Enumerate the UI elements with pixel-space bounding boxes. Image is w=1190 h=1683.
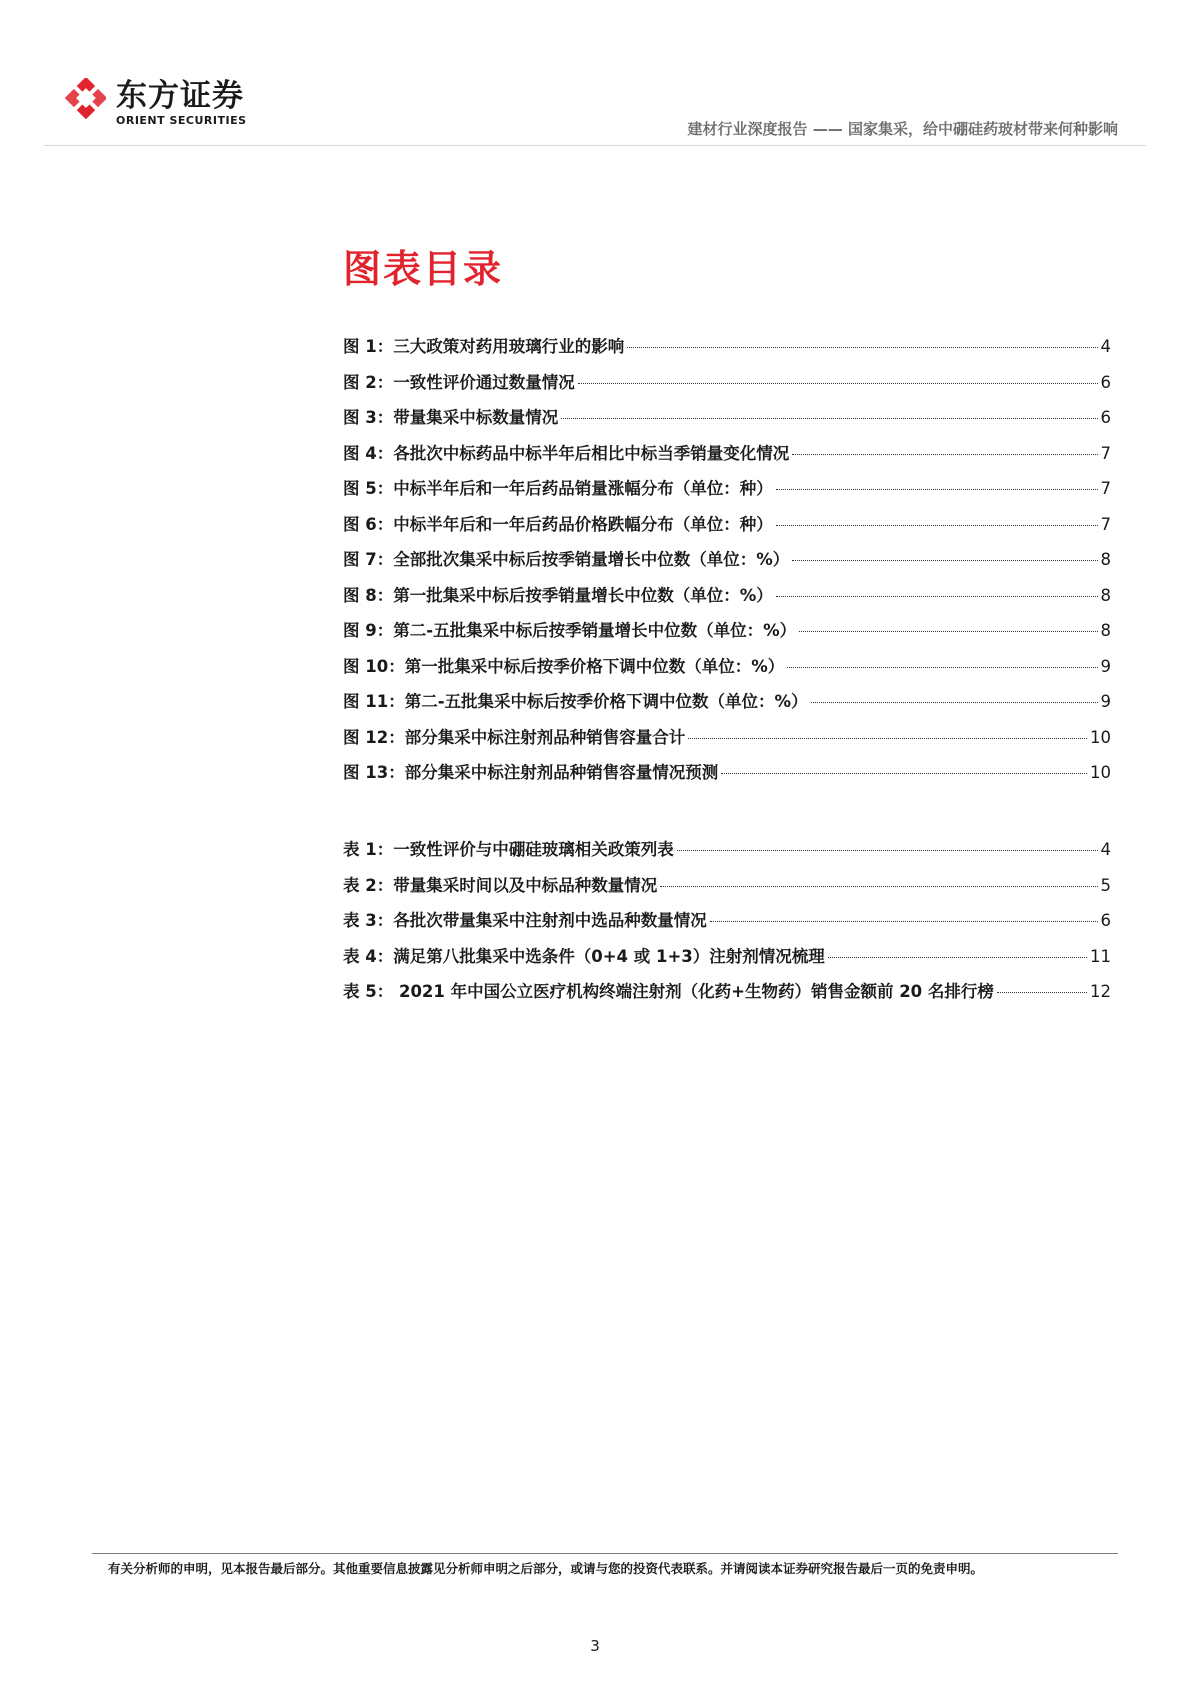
toc-entry-page: 5 bbox=[1100, 875, 1111, 895]
toc-entry-page: 11 bbox=[1090, 946, 1111, 966]
toc-entry-page: 10 bbox=[1090, 763, 1111, 782]
toc-entry[interactable] bbox=[343, 617, 1111, 653]
toc-leader-dots bbox=[828, 957, 1087, 958]
toc-entry-label: 表 5： 2021 年中国公立医疗机构终端注射剂（化药+生物药）销售金额前 20 名排行榜 bbox=[343, 982, 994, 1001]
figure-list bbox=[343, 333, 1111, 795]
toc-entry-label: 图 1：三大政策对药用玻璃行业的影响 bbox=[343, 337, 625, 356]
toc-leader-dots bbox=[799, 631, 1097, 632]
toc-entry[interactable] bbox=[343, 404, 1111, 440]
toc-entry-label: 图 5：中标半年后和一年后药品销量涨幅分布（单位：种） bbox=[343, 479, 773, 498]
toc-entry-label: 表 3：各批次带量集采中注射剂中选品种数量情况 bbox=[343, 911, 707, 930]
toc-entry-label: 图 11：第二-五批集采中标后按季价格下调中位数（单位：%） bbox=[343, 692, 808, 711]
logo-english-name: ORIENT SECURITIES bbox=[116, 113, 247, 127]
toc-entry-label: 图 3：带量集采中标数量情况 bbox=[343, 408, 559, 427]
header-divider bbox=[44, 145, 1146, 146]
toc-entry[interactable] bbox=[343, 724, 1111, 760]
toc-entry-label: 图 12：部分集采中标注射剂品种销售容量合计 bbox=[343, 727, 686, 747]
toc-entry-label: 图 9：第二-五批集采中标后按季销量增长中位数（单位：%） bbox=[343, 621, 797, 640]
toc-entry-page: 8 bbox=[1100, 550, 1111, 569]
toc-entry[interactable] bbox=[343, 440, 1111, 476]
toc-entry-label: 图 8：第一批集采中标后按季销量增长中位数（单位：%） bbox=[343, 585, 773, 605]
toc-entry-page: 8 bbox=[1100, 621, 1111, 640]
toc-leader-dots bbox=[710, 921, 1098, 922]
toc-leader-dots bbox=[776, 525, 1098, 526]
toc-leader-dots bbox=[776, 596, 1098, 597]
toc-entry-page: 9 bbox=[1100, 656, 1111, 676]
toc-entry[interactable] bbox=[343, 836, 1111, 872]
toc-entry-page: 6 bbox=[1100, 911, 1111, 930]
toc-leader-dots bbox=[578, 383, 1098, 384]
toc-leader-dots bbox=[721, 773, 1087, 774]
toc-entry[interactable] bbox=[343, 759, 1111, 795]
toc-entry-page: 6 bbox=[1100, 372, 1111, 392]
footer-divider bbox=[92, 1553, 1118, 1554]
toc-entry-label: 图 13：部分集采中标注射剂品种销售容量情况预测 bbox=[343, 763, 719, 782]
toc-leader-dots bbox=[811, 702, 1098, 703]
toc-entry[interactable] bbox=[343, 475, 1111, 511]
toc-entry-label: 图 10：第一批集采中标后按季价格下调中位数（单位：%） bbox=[343, 656, 785, 676]
toc-entry-page: 12 bbox=[1090, 982, 1111, 1001]
footer-disclaimer: 有关分析师的申明，见本报告最后部分。其他重要信息披露见分析师申明之后部分，或请与您的投资代表联系。并请阅读本证券研究报告最后一页的免责申明。 bbox=[108, 1561, 984, 1576]
toc-entry-page: 7 bbox=[1100, 443, 1111, 463]
toc-entry-page: 6 bbox=[1100, 408, 1111, 427]
toc-leader-dots bbox=[627, 347, 1097, 348]
logo-chinese-name: 东方证券 bbox=[116, 77, 244, 114]
toc-leader-dots bbox=[688, 738, 1087, 739]
toc-entry[interactable] bbox=[343, 369, 1111, 405]
toc-entry[interactable] bbox=[343, 511, 1111, 547]
toc-entry-page: 4 bbox=[1100, 337, 1111, 356]
orient-securities-logo-icon bbox=[56, 78, 106, 128]
toc-entry[interactable] bbox=[343, 978, 1111, 1014]
toc-leader-dots bbox=[792, 454, 1097, 455]
toc-entry[interactable] bbox=[343, 582, 1111, 618]
toc-leader-dots bbox=[997, 992, 1087, 993]
table-list bbox=[343, 836, 1111, 1014]
toc-leader-dots bbox=[776, 489, 1098, 490]
toc-entry-label: 表 1：一致性评价与中硼硅玻璃相关政策列表 bbox=[343, 840, 674, 859]
toc-entry-page: 10 bbox=[1090, 727, 1111, 747]
page-number: 3 bbox=[590, 1637, 600, 1655]
toc-entry-label: 表 2：带量集采时间以及中标品种数量情况 bbox=[343, 875, 658, 895]
toc-entry-page: 8 bbox=[1100, 585, 1111, 605]
toc-entry[interactable] bbox=[343, 688, 1111, 724]
toc-entry-label: 图 6：中标半年后和一年后药品价格跌幅分布（单位：种） bbox=[343, 514, 773, 534]
toc-entry[interactable] bbox=[343, 907, 1111, 943]
toc-entry[interactable] bbox=[343, 872, 1111, 908]
toc-entry[interactable] bbox=[343, 653, 1111, 689]
toc-entry-label: 图 7：全部批次集采中标后按季销量增长中位数（单位：%） bbox=[343, 550, 790, 569]
page-title: 图表目录 bbox=[343, 247, 504, 291]
toc-entry-label: 图 4：各批次中标药品中标半年后相比中标当季销量变化情况 bbox=[343, 443, 790, 463]
toc-entry-page: 9 bbox=[1100, 692, 1111, 711]
toc-entry-page: 7 bbox=[1100, 479, 1111, 498]
brand-logo bbox=[56, 78, 247, 128]
toc-entry-label: 图 2：一致性评价通过数量情况 bbox=[343, 372, 575, 392]
toc-leader-dots bbox=[677, 850, 1098, 851]
toc-entry[interactable] bbox=[343, 546, 1111, 582]
toc-entry[interactable] bbox=[343, 333, 1111, 369]
report-header-title: 建材行业深度报告 —— 国家集采，给中硼硅药玻材带来何种影响 bbox=[687, 120, 1118, 138]
toc-leader-dots bbox=[792, 560, 1097, 561]
toc-leader-dots bbox=[561, 418, 1097, 419]
toc-leader-dots bbox=[660, 886, 1097, 887]
toc-entry[interactable] bbox=[343, 943, 1111, 979]
toc-entry-page: 7 bbox=[1100, 514, 1111, 534]
toc-leader-dots bbox=[787, 667, 1097, 668]
toc-entry-page: 4 bbox=[1100, 840, 1111, 859]
toc-entry-label: 表 4：满足第八批集采中选条件（0+4 或 1+3）注射剂情况梳理 bbox=[343, 946, 825, 966]
